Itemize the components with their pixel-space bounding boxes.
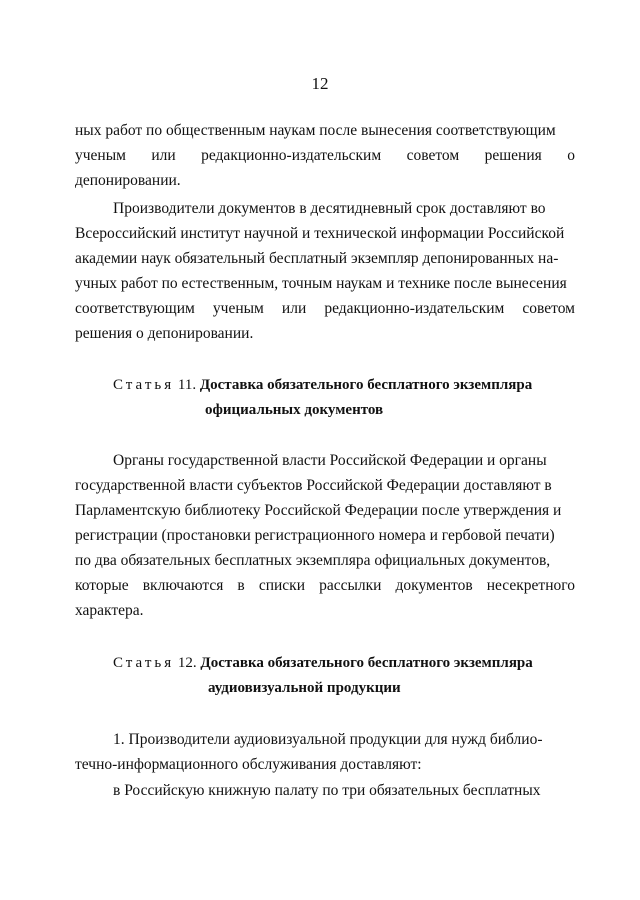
para1-line2: [75, 146, 575, 166]
article-title: Доставка обязательного бесплатного экземпляра: [200, 655, 533, 671]
word: советом: [406, 147, 460, 164]
article-prefix: Статья: [113, 377, 175, 393]
word: рассылки: [319, 577, 382, 594]
word: или: [281, 300, 307, 317]
para3-line2: государственной власти субъектов Российской Федерации доставляют в: [75, 477, 552, 494]
para4-line1: 1. Производители аудиовизуальной продукции для нужд библио-: [113, 731, 543, 748]
para3-line3: Парламентскую библиотеку Российской Федерации после утверждения и: [75, 502, 562, 519]
word: ученым: [75, 147, 126, 164]
word: или: [151, 147, 176, 164]
para3-line4: регистрации (простановки регистрационного номера и гербовой печати): [75, 527, 555, 544]
para2-line3: академии наук обязательный бесплатный экземпляр депонированных на-: [75, 250, 559, 267]
para2-line2: Всероссийский институт научной и технической информации Российской: [75, 225, 565, 242]
word: несекретного: [486, 577, 575, 594]
article-number: 11.: [177, 377, 197, 393]
para3-line1: Органы государственной власти Российской Федерации и органы: [113, 452, 547, 469]
article11-heading: [113, 375, 532, 395]
word: которые: [75, 577, 129, 594]
para2-line1: [113, 199, 575, 219]
text: ных работ по общественным наукам после вынесения соответствующим: [75, 122, 556, 139]
word: списки: [258, 577, 306, 594]
word: о: [567, 147, 575, 164]
para2-line6: решения о депонировании.: [75, 325, 254, 342]
para2-line4: учных работ по естественным, точным наукам и технике после вынесения: [75, 275, 567, 292]
para3-line7: характера.: [75, 602, 144, 619]
word: включаются: [142, 577, 224, 594]
word: ученым: [212, 300, 264, 317]
para2-line5: [75, 299, 575, 319]
word: советом: [522, 300, 575, 317]
para1-line1: [75, 121, 575, 141]
para4-line3: в Российскую книжную палату по три обязательных бесплатных: [113, 782, 541, 799]
word: документов: [395, 577, 473, 594]
article-number: 12.: [177, 655, 197, 671]
article-title: Доставка обязательного бесплатного экземпляра: [199, 377, 533, 393]
para3-line5: по два обязательных бесплатных экземпляра официальных документов,: [75, 552, 551, 569]
word: соответствующим: [75, 300, 195, 317]
article-prefix: Статья: [113, 655, 175, 671]
word: решения: [484, 147, 542, 164]
para1-line3: депонировании.: [75, 172, 181, 189]
page-number: 12: [311, 74, 329, 93]
text: Производители документов в десятидневный срок доставляют во: [113, 200, 546, 217]
para3-line6: [75, 576, 575, 596]
word: редакционно-издательским: [324, 300, 505, 317]
word: редакционно-издательским: [201, 147, 382, 164]
para4-line2: течно-информационного обслуживания доставляют:: [75, 756, 422, 773]
article12-heading: [113, 653, 533, 673]
word: в: [237, 577, 245, 594]
article11-title-line2: официальных документов: [205, 402, 384, 418]
article12-title-line2: аудиовизуальной продукции: [208, 680, 401, 696]
